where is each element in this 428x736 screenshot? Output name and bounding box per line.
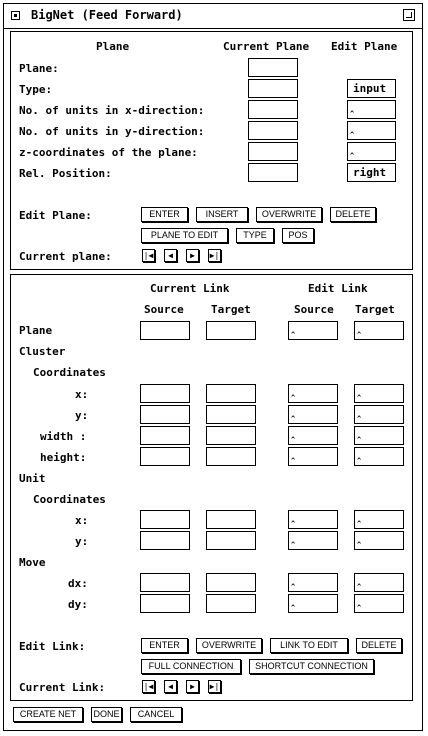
edit-source-unit-x-field[interactable] [288,510,338,529]
current-target-height-field[interactable] [206,447,256,466]
edit-target-cluster-x-field[interactable] [354,384,404,403]
current-target-header: Target [211,303,251,316]
current-plane-label: Current plane: [19,250,112,263]
edit-source-height-field[interactable] [288,447,338,466]
link-next-icon[interactable]: ▶ [186,680,199,693]
link-enter-button[interactable]: ENTER [141,638,188,653]
last-icon[interactable]: ▶| [209,251,220,260]
current-source-header: Source [144,303,184,316]
edit-source-dy-field[interactable] [288,594,338,613]
current-target-unit-x-field[interactable] [206,510,256,529]
link-overwrite-button[interactable]: OVERWRITE [196,638,262,653]
edit-source-cluster-x-field[interactable] [288,384,338,403]
edit-target-height-field[interactable] [354,447,404,466]
plane-delete-button[interactable]: DELETE [330,207,376,222]
current-plane-header: Current Plane [223,40,310,53]
current-source-unit-x-field[interactable] [140,510,190,529]
cancel-button[interactable]: CANCEL [130,707,182,722]
edit-target-unit-x-field[interactable] [354,510,404,529]
edit-target-width-field[interactable] [354,426,404,445]
edit-type-field[interactable]: input [347,79,396,98]
unit-coordinates-label: Coordinates [33,493,106,506]
done-button[interactable]: DONE [91,707,122,722]
plane-to-edit-button[interactable]: PLANE TO EDIT [141,228,228,243]
resize-icon[interactable] [403,9,415,21]
current-source-plane-field[interactable] [140,321,190,340]
edit-source-plane-field[interactable] [288,321,338,340]
current-target-plane-field[interactable] [206,321,256,340]
current-source-height-field[interactable] [140,447,190,466]
link-prev-icon[interactable]: ◀ [164,680,177,693]
current-source-dx-field[interactable] [140,573,190,592]
first-icon[interactable]: |◀ [143,251,154,260]
edit-source-header: Source [294,303,334,316]
dx-label: dx: [68,577,88,590]
edit-units-x-field[interactable] [347,100,396,119]
current-target-dy-field[interactable] [206,594,256,613]
plane-enter-button[interactable]: ENTER [141,207,188,222]
current-source-dy-field[interactable] [140,594,190,613]
unit-y-label: y: [75,535,89,548]
title-bar [4,4,422,29]
plane-header: Plane [96,40,130,53]
link-delete-button[interactable]: DELETE [356,638,402,653]
edit-source-dx-field[interactable] [288,573,338,592]
plane-type-button[interactable]: TYPE [236,228,274,243]
current-units-x-field[interactable] [248,100,298,119]
current-target-cluster-y-field[interactable] [206,405,256,424]
edit-link-header: Edit Link [308,282,368,295]
dy-label: dy: [68,598,88,611]
current-source-cluster-x-field[interactable] [140,384,190,403]
cluster-y-label: y: [75,409,89,422]
edit-source-width-field[interactable] [288,426,338,445]
full-connection-button[interactable]: FULL CONNECTION [141,659,241,674]
window-title: BigNet (Feed Forward) [31,8,183,22]
shortcut-connection-button[interactable]: SHORTCUT CONNECTION [249,659,374,674]
current-link-header: Current Link [150,282,230,295]
edit-z-field[interactable] [347,142,396,161]
edit-target-unit-y-field[interactable] [354,531,404,550]
z-coord-label: z-coordinates of the plane: [19,146,198,159]
cluster-coordinates-label: Coordinates [33,366,106,379]
edit-plane-label: Edit Plane: [19,209,92,222]
rel-position-label: Rel. Position: [19,167,112,180]
current-units-y-field[interactable] [248,121,298,140]
link-plane-label: Plane [19,324,53,337]
window-menu-icon[interactable] [11,11,20,20]
edit-source-cluster-y-field[interactable] [288,405,338,424]
cluster-width-label: width : [40,430,87,443]
link-to-edit-button[interactable]: LINK TO EDIT [270,638,348,653]
edit-target-cluster-y-field[interactable] [354,405,404,424]
edit-link-label: Edit Link: [19,640,86,653]
cluster-height-label: height: [40,451,87,464]
current-target-width-field[interactable] [206,426,256,445]
current-type-field[interactable] [248,79,298,98]
edit-rel-position-field[interactable]: right [347,163,396,182]
current-rel-position-field[interactable] [248,163,298,182]
prev-icon[interactable]: ◀ [164,249,177,262]
edit-target-dx-field[interactable] [354,573,404,592]
unit-label: Unit [19,472,46,485]
current-plane-field[interactable] [248,58,298,77]
plane-insert-button[interactable]: INSERT [196,207,248,222]
current-z-field[interactable] [248,142,298,161]
plane-overwrite-button[interactable]: OVERWRITE [256,207,322,222]
link-last-icon[interactable]: ▶| [209,682,220,691]
move-label: Move [19,556,46,569]
plane-pos-button[interactable]: POS [282,228,314,243]
current-target-unit-y-field[interactable] [206,531,256,550]
edit-target-header: Target [355,303,395,316]
plane-label: Plane: [19,62,59,75]
units-x-label: No. of units in x-direction: [19,104,205,117]
cluster-x-label: x: [75,388,89,401]
current-target-cluster-x-field[interactable] [206,384,256,403]
current-target-dx-field[interactable] [206,573,256,592]
create-net-button[interactable]: CREATE NET [13,707,83,722]
cluster-label: Cluster [19,345,66,358]
link-first-icon[interactable]: |◀ [143,682,154,691]
unit-x-label: x: [75,514,89,527]
edit-units-y-field[interactable] [347,121,396,140]
current-link-label: Current Link: [19,681,106,694]
current-source-cluster-y-field[interactable] [140,405,190,424]
edit-plane-header: Edit Plane [331,40,398,53]
edit-source-unit-y-field[interactable] [288,531,338,550]
edit-target-plane-field[interactable] [354,321,404,340]
units-y-label: No. of units in y-direction: [19,125,205,138]
type-label: Type: [19,83,53,96]
current-source-width-field[interactable] [140,426,190,445]
edit-target-dy-field[interactable] [354,594,404,613]
current-source-unit-y-field[interactable] [140,531,190,550]
next-icon[interactable]: ▶ [186,249,199,262]
